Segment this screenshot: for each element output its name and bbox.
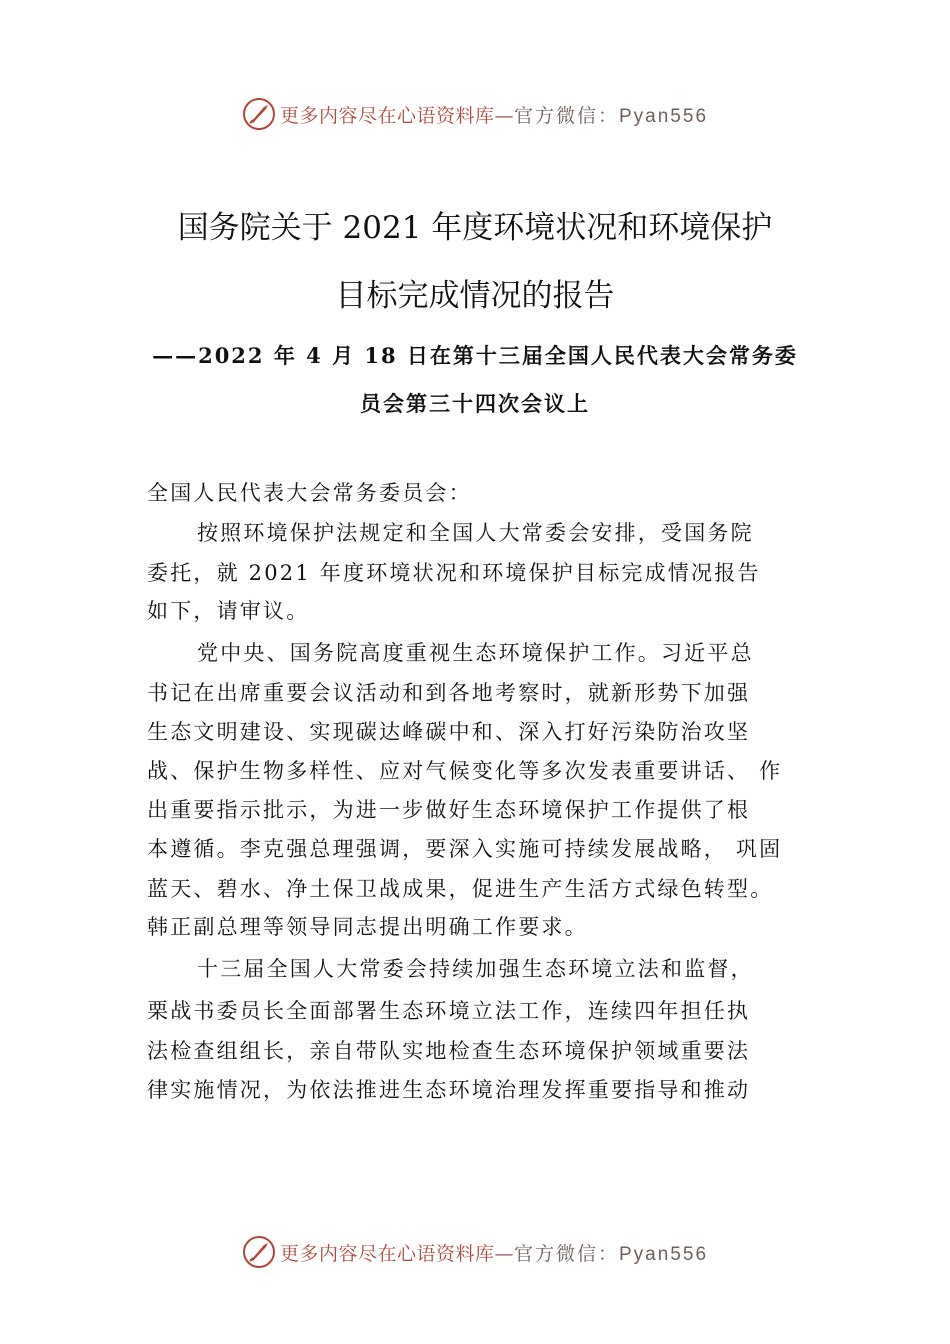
watermark-separator: —	[494, 1242, 514, 1265]
salutation: 全国人民代表大会常务委员会：	[147, 481, 472, 505]
body-line: 十三届全国人大常委会持续加强生态环境立法和监督，	[197, 957, 754, 981]
body-line: 栗战书委员长全面部署生态环境立法工作，连续四年担任执	[147, 999, 751, 1023]
subtitle-line-1: ——2022 年 4 月 18 日在第十三届全国人民代表大会常务委	[152, 343, 798, 368]
quill-logo-icon	[242, 97, 276, 131]
subtitle-line-2: 员会第三十四次会议上	[360, 391, 590, 416]
body-line: 书记在出席重要会议活动和到各地考察时，就新形势下加强	[147, 681, 751, 705]
body-line: 法检查组组长，亲自带队实地检查生态环境保护领域重要法	[147, 1039, 751, 1063]
body-line: 出重要指示批示，为进一步做好生态环境保护工作提供了根	[147, 798, 751, 822]
title-line-1: 国务院关于 2021 年度环境状况和环境保护	[177, 210, 773, 246]
body-line: 战、保护生物多样性、应对气候变化等多次发表重要讲话、 作	[147, 759, 783, 783]
body-line: 律实施情况，为依法推进生态环境治理发挥重要指导和推动	[147, 1078, 751, 1102]
body-line: 委托，就 2021 年度环境状况和环境保护目标完成情况报告	[147, 561, 761, 585]
body-line: 生态文明建设、实现碳达峰碳中和、深入打好污染防治攻坚	[147, 720, 751, 744]
title-line-2: 目标完成情况的报告	[335, 278, 615, 314]
watermark-contact: 官方微信：Pyan556	[514, 1243, 709, 1265]
header-watermark	[0, 94, 950, 134]
body-line: 韩正副总理等领导同志提出明确工作要求。	[147, 915, 588, 939]
quill-logo-icon	[242, 1235, 276, 1269]
body-line: 如下，请审议。	[147, 599, 310, 623]
watermark-text	[280, 1239, 708, 1266]
footer-watermark	[0, 1232, 950, 1272]
watermark-contact: 官方微信：Pyan556	[514, 105, 709, 127]
body-line: 蓝天、碧水、净土保卫战成果，促进生产生活方式绿色转型。	[147, 877, 774, 901]
body-line: 本遵循。李克强总理强调，要深入实施可持续发展战略， 巩固	[147, 837, 783, 861]
watermark-text	[280, 101, 708, 128]
watermark-brand: 更多内容尽在心语资料库	[279, 1242, 495, 1265]
watermark-separator: —	[494, 104, 514, 127]
watermark-brand: 更多内容尽在心语资料库	[279, 104, 495, 127]
body-line: 党中央、国务院高度重视生态环境保护工作。习近平总	[197, 641, 754, 665]
body-line: 按照环境保护法规定和全国人大常委会安排，受国务院	[197, 521, 754, 545]
